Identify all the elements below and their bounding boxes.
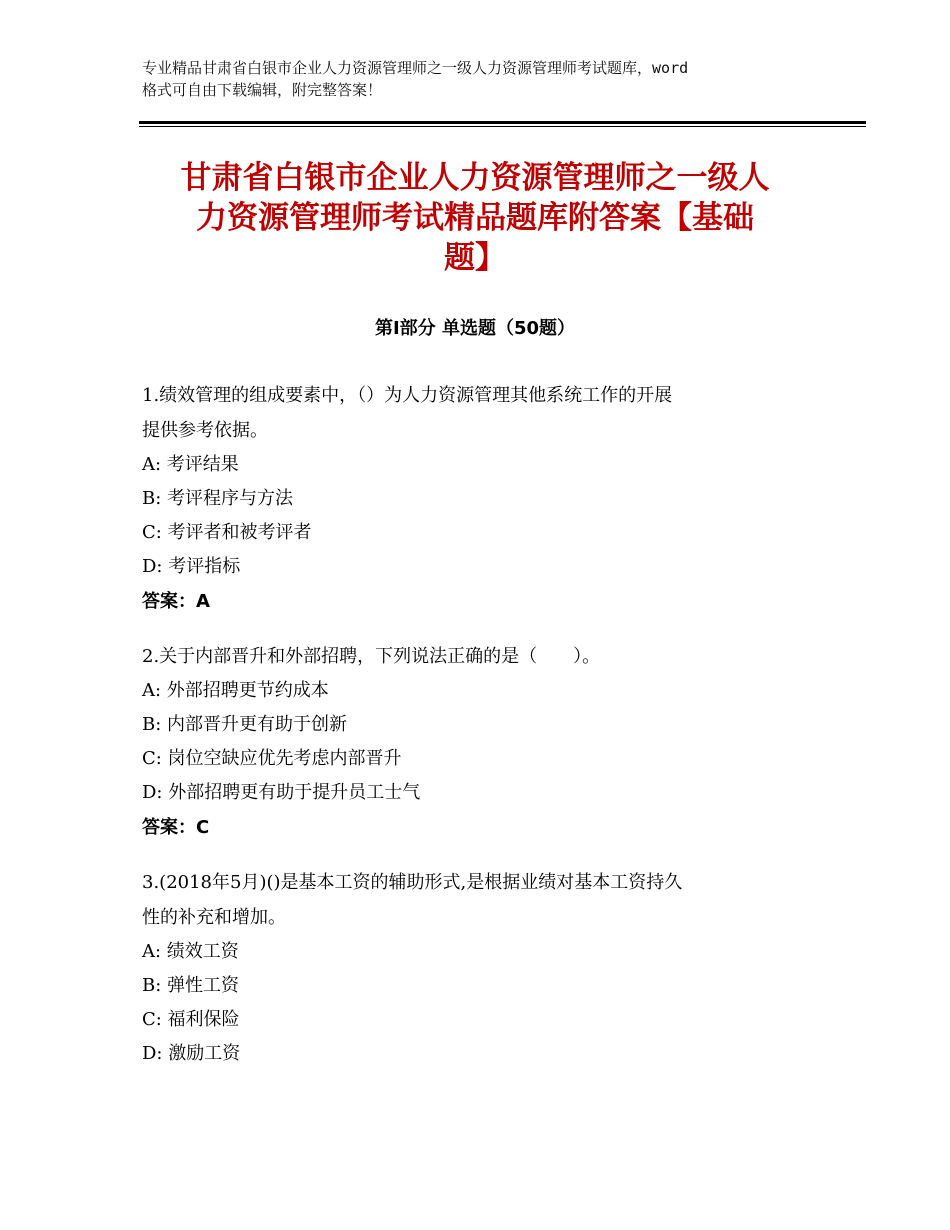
document-title-line-3: 题】 bbox=[444, 240, 506, 276]
option-c: C: 岗位空缺应优先考虑内部晋升 bbox=[142, 748, 402, 769]
question-2 bbox=[142, 639, 812, 845]
header-rule-thin bbox=[139, 126, 866, 127]
header-note-line-2: 格式可自由下载编辑，附完整答案！ bbox=[142, 81, 383, 99]
question-3 bbox=[142, 865, 812, 1071]
option-c: C: 考评者和被考评者 bbox=[142, 522, 312, 543]
section-title: 第Ⅰ部分 单选题（50题） bbox=[374, 318, 575, 339]
header-note bbox=[142, 57, 822, 101]
question-stem-line: 性的补充和增加。 bbox=[142, 907, 286, 928]
option-b: B: 考评程序与方法 bbox=[142, 488, 294, 509]
question-list bbox=[142, 378, 812, 1091]
option-d: D: 考评指标 bbox=[142, 556, 241, 577]
question-1 bbox=[142, 378, 812, 619]
option-b: B: 内部晋升更有助于创新 bbox=[142, 714, 348, 735]
option-a: A: 绩效工资 bbox=[142, 941, 239, 962]
question-stem bbox=[142, 865, 812, 935]
option-c: C: 福利保险 bbox=[142, 1009, 240, 1030]
document-title-line-2: 力资源管理师考试精品题库附答案【基础 bbox=[196, 200, 754, 236]
question-stem-line: 3.(2018年5月)()是基本工资的辅助形式,是根据业绩对基本工资持久 bbox=[142, 872, 683, 893]
question-stem bbox=[142, 639, 812, 674]
header-note-line-1: 专业精品甘肃省白银市企业人力资源管理师之一级人力资源管理师考试题库，word bbox=[142, 59, 689, 77]
option-b: B: 弹性工资 bbox=[142, 975, 240, 996]
header-rule-thick bbox=[139, 121, 866, 124]
option-d: D: 激励工资 bbox=[142, 1043, 241, 1064]
question-stem-line: 提供参考依据。 bbox=[142, 420, 268, 441]
answer: 答案：A bbox=[142, 591, 210, 612]
option-a: A: 外部招聘更节约成本 bbox=[142, 680, 329, 701]
option-d: D: 外部招聘更有助于提升员工士气 bbox=[142, 782, 421, 803]
document-title bbox=[140, 158, 810, 278]
question-stem-line: 1.绩效管理的组成要素中，（）为人力资源管理其他系统工作的开展 bbox=[142, 385, 673, 406]
document-title-line-1: 甘肃省白银市企业人力资源管理师之一级人 bbox=[180, 160, 770, 196]
option-a: A: 考评结果 bbox=[142, 454, 239, 475]
question-stem bbox=[142, 378, 812, 448]
question-stem-line: 2.关于内部晋升和外部招聘，下列说法正确的是（ ）。 bbox=[142, 646, 601, 667]
answer: 答案：C bbox=[142, 817, 210, 838]
